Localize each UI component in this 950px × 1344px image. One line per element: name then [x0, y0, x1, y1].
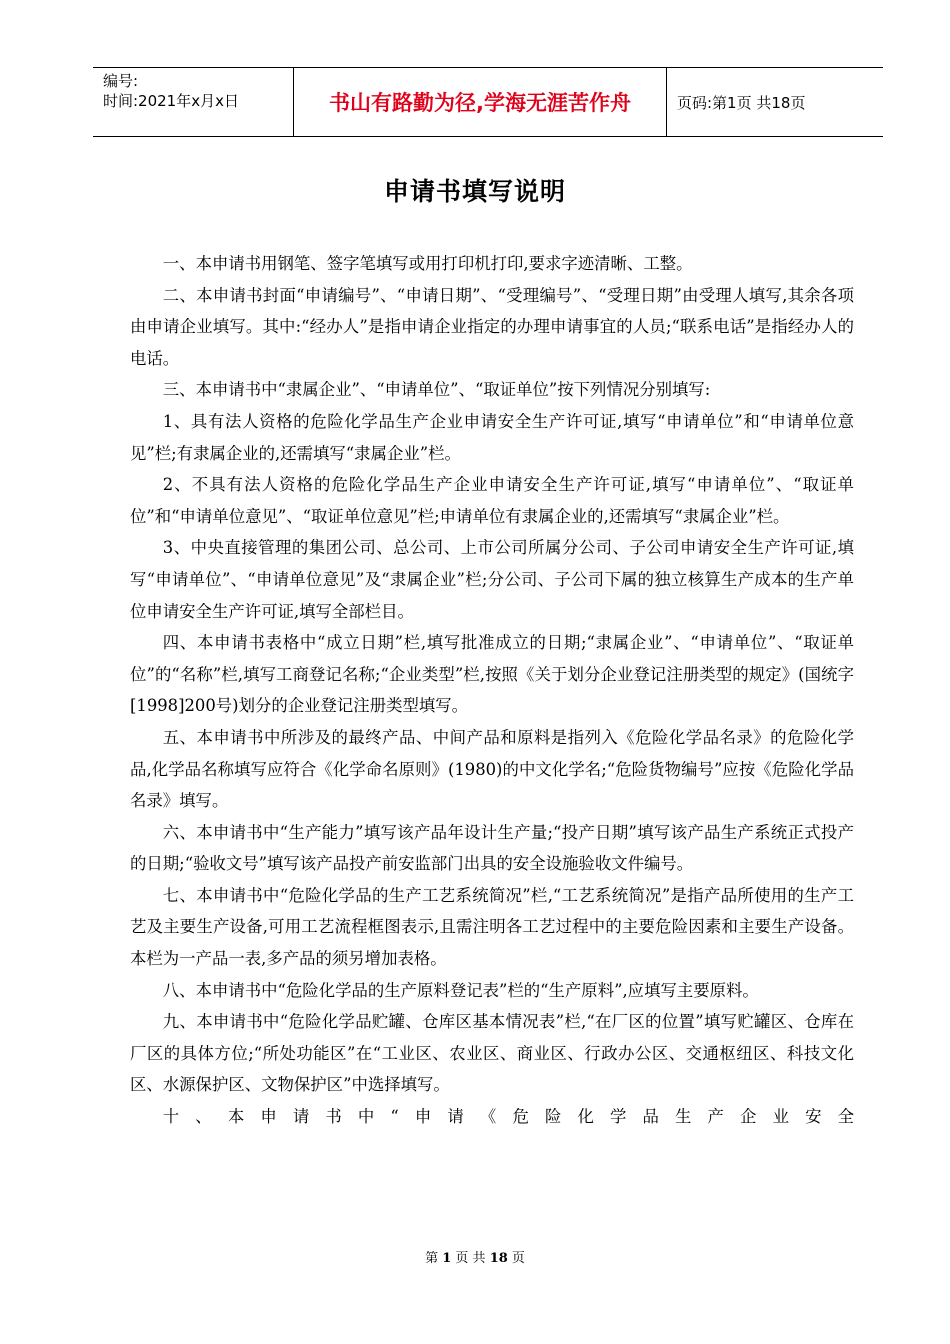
footer-suffix: 页: [511, 1251, 525, 1266]
document-title: 申请书填写说明: [383, 177, 566, 206]
header-meta-cell: [93, 68, 294, 136]
header-page-label: 页码:第1页 共18页: [677, 93, 806, 112]
paragraph-5: 五、本申请书中所涉及的最终产品、中间产品和原料是指列入《危险化学品名录》的危险化学品,化学品名称填写应符合《化学命名原则》(1980)的中文化学名;“危险货物编号”应按《危险化学品名录》填写。: [130, 727, 854, 811]
paragraph-3-3: 3、中央直接管理的集团公司、总公司、上市公司所属分公司、子公司申请安全生产许可证,填写“申请单位”、“申请单位意见”及“隶属企业”栏;分公司、子公司下属的独立核算生产成本的生产单位申请安全生产许可证,填写全部栏目。: [130, 538, 854, 621]
header-table: [93, 67, 883, 137]
page-footer: [0, 1247, 950, 1266]
footer-middle: 页 共: [455, 1251, 486, 1266]
document-body: [130, 248, 854, 1133]
paragraph-9: 九、本申请书中“危险化学品贮罐、仓库区基本情况表”栏,“在厂区的位置”填写贮罐区、仓库在厂区的具体方位;“所处功能区”在“工业区、农业区、商业区、行政办公区、交通枢纽区、科技文化区、水源保护区、文物保护区”中选择填写。: [130, 1012, 854, 1095]
paragraph-3-1: 1、具有法人资格的危险化学品生产企业申请安全生产许可证,填写“申请单位”和“申请单位意见”栏;有隶属企业的,还需填写“隶属企业”栏。: [130, 411, 854, 463]
paragraph-7: 七、本申请书中“危险化学品的生产工艺系统简况”栏,“工艺系统简况”是指产品所使用的生产工艺及主要生产设备,可用工艺流程框图表示,且需注明各工艺过程中的主要危险因素和主要生产设备。本栏为一产品一表,多产品的须另增加表格。: [130, 885, 854, 969]
paragraph-4: 四、本申请书表格中“成立日期”栏,填写批准成立的日期;“隶属企业”、“申请单位”、“取证单位”的“名称”栏,填写工商登记名称;“企业类型”栏,按照《关于划分企业登记注册类型的规定》(国统字[1998]200号)划分的企业登记注册类型填写。: [130, 633, 854, 716]
paragraph-1: 一、本申请书用钢笔、签字笔填写或用打印机打印,要求字迹清晰、工整。: [162, 254, 693, 273]
document-number-label: 编号:: [103, 72, 139, 90]
paragraph-8: 八、本申请书中“危险化学品的生产原料登记表”栏的“生产原料”,应填写主要原料。: [162, 980, 759, 1000]
paragraph-10: 十、本申请书中“申请《危险化学品生产企业安全: [162, 1107, 854, 1127]
footer-page-number: 1: [442, 1251, 452, 1266]
document-time-label: 时间:2021年x月x日: [103, 92, 239, 110]
footer-total-pages: 18: [489, 1251, 508, 1266]
paragraph-6: 六、本申请书中“生产能力”填写该产品年设计生产量;“投产日期”填写该产品生产系统正式投产的日期;“验收文号”填写该产品投产前安监部门出具的安全设施验收文件编号。: [130, 822, 854, 874]
paragraph-3-2: 2、不具有法人资格的危险化学品生产企业申请安全生产许可证,填写“申请单位”、“取证单位”和“申请单位意见”、“取证单位意见”栏;申请单位有隶属企业的,还需填写“隶属企业”栏。: [130, 475, 854, 526]
header-motto: 书山有路勤为径,学海无涯苦作舟: [294, 68, 667, 136]
footer-prefix: 第: [425, 1251, 439, 1266]
paragraph-3: 三、本申请书中“隶属企业”、“申请单位”、“取证单位”按下列情况分别填写:: [162, 380, 711, 400]
paragraph-2: 二、本申请书封面“申请编号”、“申请日期”、“受理编号”、“受理日期”由受理人填写,其余各项由申请企业填写。其中:“经办人”是指申请企业指定的办理申请事宜的人员;“联系电话”是指经办人的电话。: [130, 285, 854, 368]
